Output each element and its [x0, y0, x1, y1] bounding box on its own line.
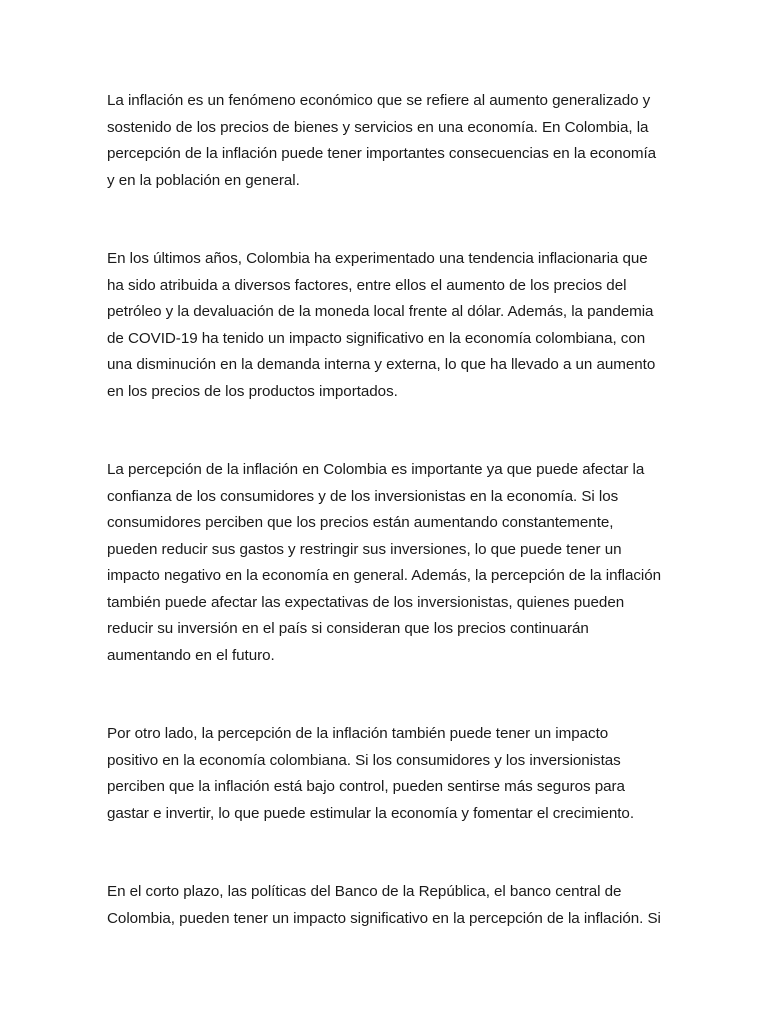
paragraph-3: La percepción de la inflación en Colombia es importante ya que puede afectar la confianza de los consumidores y de los inversionistas en la economía. Si los consumidores perciben que los precios están aumentando constantemente, pueden reducir sus gastos y restringir sus inversiones, lo que puede tener un impacto negativo en la economía en general. Además, la percepción de la inflación también puede afectar las expectativas de los inversionistas, quienes pueden reducir su inversión en el país si consideran que los precios continuarán aumentando en el futuro.: [107, 461, 662, 664]
document-body: [107, 88, 667, 984]
paragraph-2: En los últimos años, Colombia ha experimentado una tendencia inflacionaria que ha sido atribuida a diversos factores, entre ellos el aumento de los precios del petróleo y la devaluación de la moneda local frente al dólar. Además, la pandemia de COVID-19 ha tenido un impacto significativo en la economía colombiana, con una disminución en la demanda interna y externa, lo que ha llevado a un aumento en los precios de los productos importados.: [107, 250, 656, 400]
paragraph-1: La inflación es un fenómeno económico que se refiere al aumento generalizado y sostenido de los precios de bienes y servicios en una economía. En Colombia, la percepción de la inflación puede tener importantes consecuencias en la economía y en la población en general.: [107, 92, 657, 189]
paragraph-5: En el corto plazo, las políticas del Banco de la República, el banco central de Colombia, pueden tener un impacto significativo en la percepción de la inflación. Si: [107, 883, 661, 927]
paragraph-4: Por otro lado, la percepción de la inflación también puede tener un impacto positivo en la economía colombiana. Si los consumidores y los inversionistas perciben que la inflación está bajo control, pueden sentirse más seguros para gastar e invertir, lo que puede estimular la economía y fomentar el crecimiento.: [107, 725, 634, 822]
